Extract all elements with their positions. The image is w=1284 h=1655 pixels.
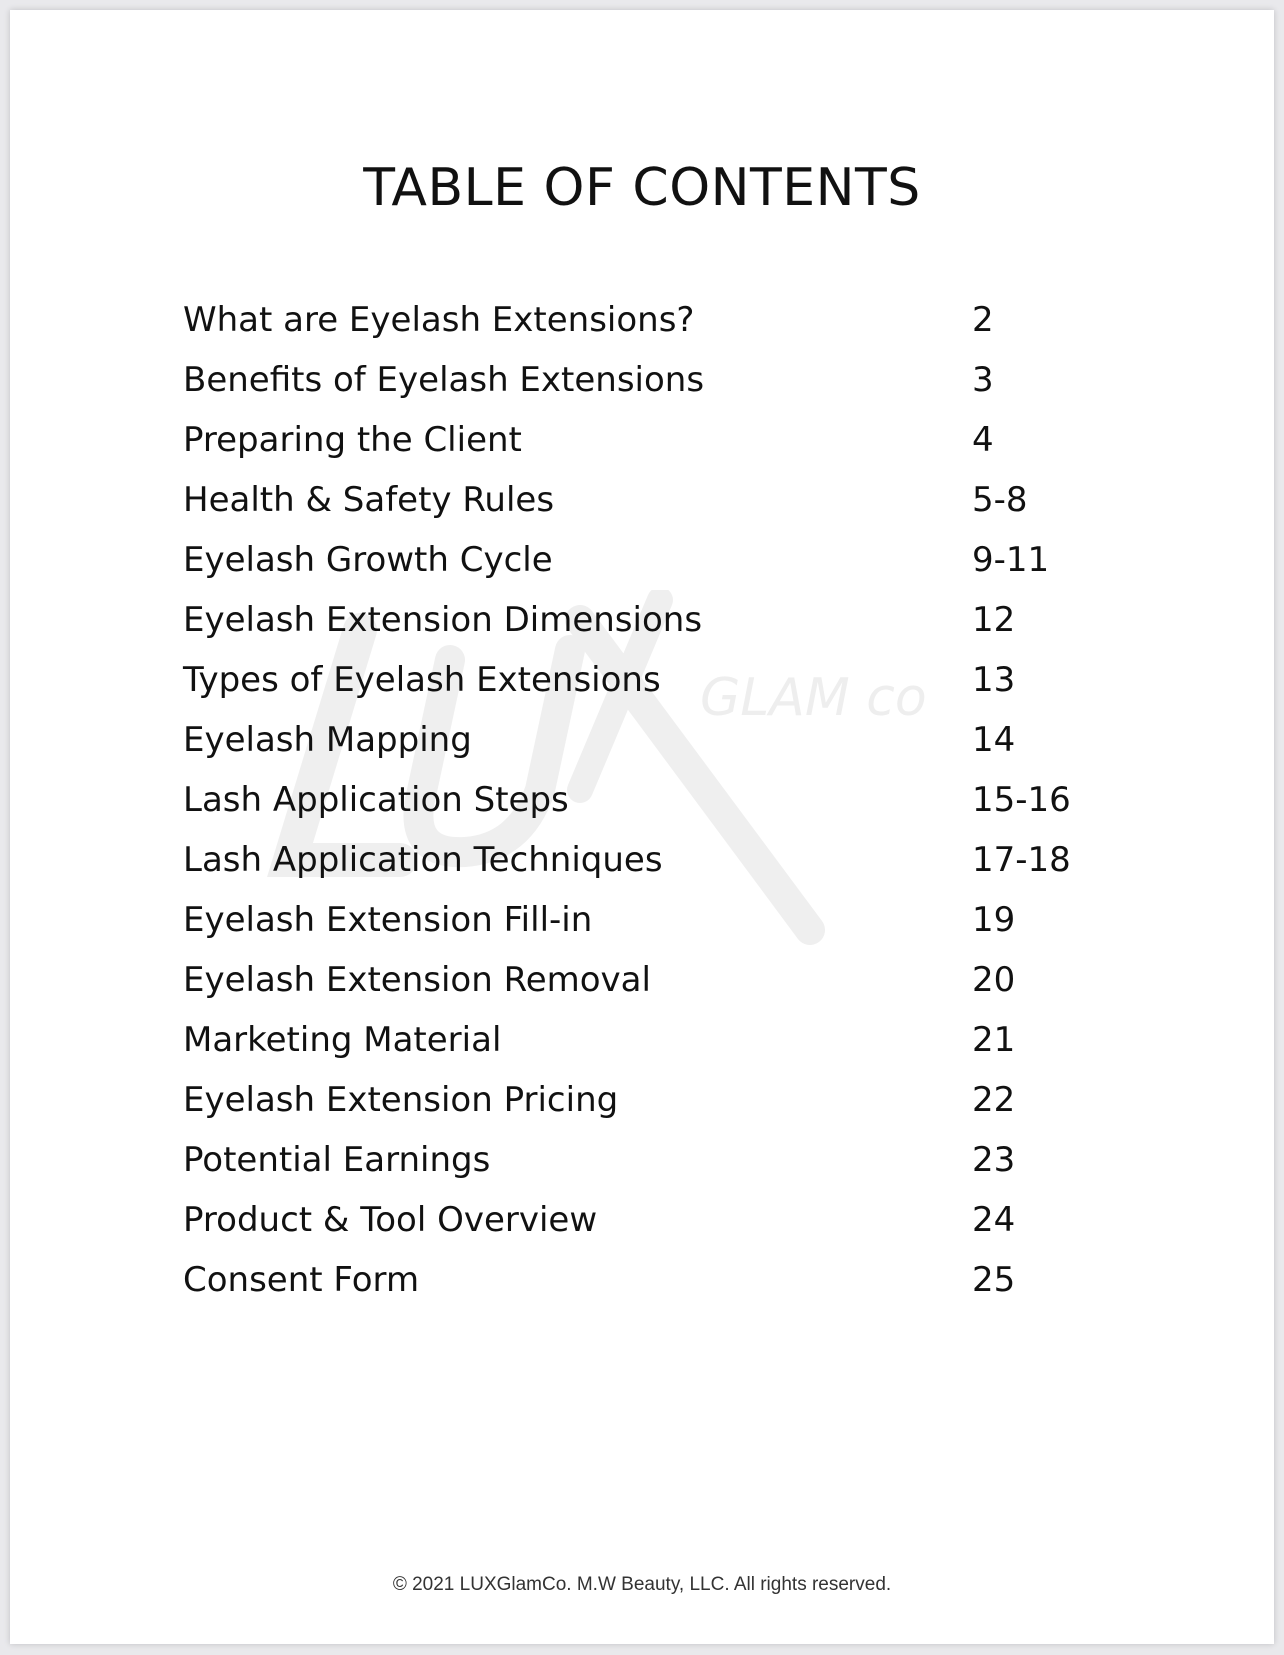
toc-entry-title: Eyelash Extension Removal [183,960,651,1000]
toc-entry [10,1200,1274,1260]
table-of-contents [10,300,1274,1320]
toc-entry-page-number: 3 [972,360,994,400]
page-title: TABLE OF CONTENTS [363,158,921,218]
toc-entry-page-number: 24 [972,1200,1016,1240]
toc-entry-page-number: 21 [972,1020,1016,1060]
toc-entry-page-number: 19 [972,900,1016,940]
toc-entry-title: Potential Earnings [183,1140,491,1180]
document-page [10,10,1274,1644]
toc-entry-page-number: 20 [972,960,1016,1000]
toc-entry [10,1260,1274,1320]
toc-entry-title: Health & Safety Rules [183,480,555,520]
toc-entry [10,360,1274,420]
toc-entry-title: Preparing the Client [183,420,522,460]
toc-entry-page-number: 13 [972,660,1016,700]
toc-entry [10,1080,1274,1140]
toc-entry-page-number: 12 [972,600,1016,640]
watermark-secondary-text: GLAM co [700,668,927,728]
toc-entry [10,300,1274,360]
toc-entry [10,1140,1274,1200]
toc-entry-title: Eyelash Extension Fill-in [183,900,593,940]
toc-entry-title: Types of Eyelash Extensions [183,660,661,700]
toc-entry [10,780,1274,840]
toc-entry-title: Eyelash Extension Pricing [183,1080,619,1120]
toc-entry [10,960,1274,1020]
toc-entry-page-number: 14 [972,720,1016,760]
toc-entry-page-number: 25 [972,1260,1016,1300]
toc-entry [10,900,1274,960]
toc-entry [10,420,1274,480]
toc-entry [10,540,1274,600]
toc-entry-page-number: 22 [972,1080,1016,1120]
copyright-footer: © 2021 LUXGlamCo. M.W Beauty, LLC. All rights reserved. [392,1574,892,1595]
toc-entry-page-number: 5-8 [972,480,1028,520]
toc-entry [10,480,1274,540]
toc-entry-title: Lash Application Techniques [183,840,663,880]
toc-entry-title: Benefits of Eyelash Extensions [183,360,705,400]
toc-entry [10,720,1274,780]
toc-entry-title: What are Eyelash Extensions? [183,300,695,340]
toc-entry-title: Lash Application Steps [183,780,569,820]
toc-entry-page-number: 9-11 [972,540,1050,580]
toc-entry-page-number: 15-16 [972,780,1071,820]
toc-entry [10,1020,1274,1080]
toc-entry-page-number: 23 [972,1140,1016,1180]
toc-entry [10,840,1274,900]
toc-entry-page-number: 2 [972,300,994,340]
toc-entry-page-number: 4 [972,420,994,460]
toc-entry-title: Eyelash Mapping [183,720,472,760]
toc-entry-title: Eyelash Growth Cycle [183,540,553,580]
toc-entry [10,600,1274,660]
toc-entry-title: Marketing Material [183,1020,502,1060]
toc-entry [10,660,1274,720]
toc-entry-title: Product & Tool Overview [183,1200,598,1240]
toc-entry-title: Consent Form [183,1260,420,1300]
toc-entry-title: Eyelash Extension Dimensions [183,600,703,640]
toc-entry-page-number: 17-18 [972,840,1071,880]
